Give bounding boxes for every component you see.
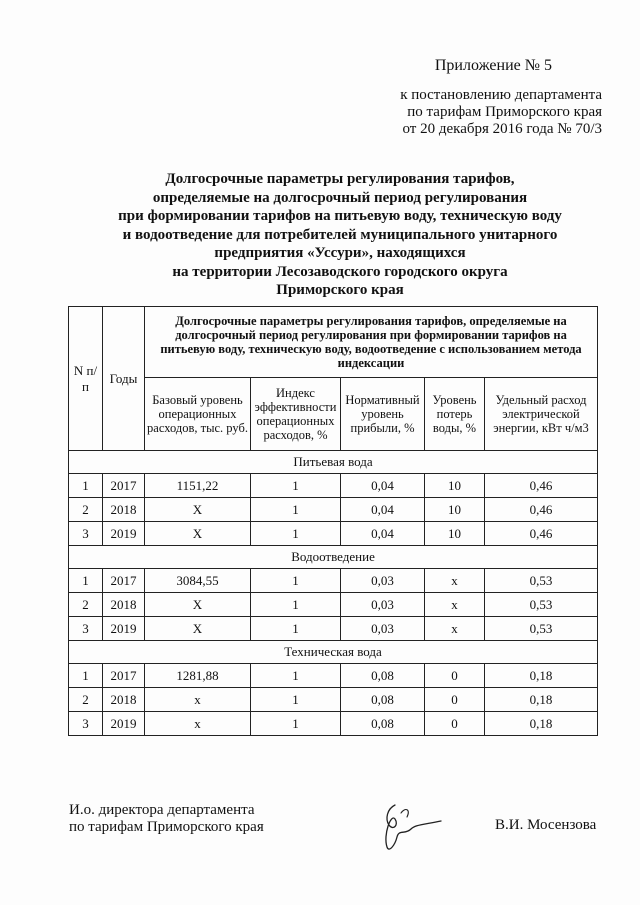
header-efficiency-index: Индекс эффективности операционных расходов, %	[251, 378, 341, 451]
appendix-block	[390, 57, 602, 138]
table-cell: 2017	[103, 474, 145, 498]
appendix-line: по тарифам Приморского края	[407, 104, 602, 120]
section-title: Техническая вода	[69, 641, 598, 664]
header-energy-consumption: Удельный расход электрической энергии, кВт ч/м3	[485, 378, 598, 451]
table-cell: 2017	[103, 664, 145, 688]
table-cell: 3	[69, 617, 103, 641]
table-row	[69, 569, 598, 593]
table-cell: 0,04	[341, 522, 425, 546]
section-row	[69, 641, 598, 664]
table-row	[69, 522, 598, 546]
table-cell: 10	[425, 522, 485, 546]
signatory-name: В.И. Мосензова	[495, 817, 597, 833]
title-line: предприятия «Уссури», находящихся	[214, 245, 466, 261]
table-cell: 0,04	[341, 498, 425, 522]
table-cell: X	[145, 593, 251, 617]
table-cell: 2019	[103, 617, 145, 641]
header-profit-level: Нормативный уровень прибыли, %	[341, 378, 425, 451]
table-cell: 3	[69, 712, 103, 736]
section-row	[69, 451, 598, 474]
table-cell: 0,46	[485, 498, 598, 522]
table-cell: 0,08	[341, 688, 425, 712]
table-cell: х	[425, 569, 485, 593]
table-cell: 1	[251, 593, 341, 617]
header-water-losses: Уровень потерь воды, %	[425, 378, 485, 451]
table-cell: 1	[251, 569, 341, 593]
table-cell: 1	[251, 688, 341, 712]
table-cell: 1281,88	[145, 664, 251, 688]
table-cell: 3084,55	[145, 569, 251, 593]
table-row	[69, 474, 598, 498]
table-cell: 0,46	[485, 474, 598, 498]
handwritten-signature	[365, 795, 445, 855]
table-row	[69, 664, 598, 688]
table-cell: 1	[69, 569, 103, 593]
section-row	[69, 546, 598, 569]
table-cell: 2018	[103, 688, 145, 712]
table-cell: 1	[251, 712, 341, 736]
table-cell: 0	[425, 688, 485, 712]
table-cell: X	[145, 617, 251, 641]
table-cell: 0,53	[485, 569, 598, 593]
table-cell: х	[425, 593, 485, 617]
title-line: при формировании тарифов на питьевую воду, техническую воду	[118, 208, 562, 224]
header-year: Годы	[103, 307, 145, 451]
table-cell: 1	[69, 664, 103, 688]
appendix-line: к постановлению департамента	[400, 87, 602, 103]
position-line: по тарифам Приморского края	[69, 819, 264, 835]
table-cell: 1151,22	[145, 474, 251, 498]
table-cell: 0,46	[485, 522, 598, 546]
table-cell: 0,18	[485, 712, 598, 736]
table-cell: 0,03	[341, 617, 425, 641]
table-cell: 0	[425, 664, 485, 688]
table-cell: 3	[69, 522, 103, 546]
title-line: на территории Лесозаводского городского округа	[172, 263, 508, 280]
header-num: N п/п	[69, 307, 103, 451]
position-line: И.о. директора департамента	[69, 802, 255, 818]
table-row	[69, 593, 598, 617]
table-cell: 1	[251, 522, 341, 546]
table-cell: 1	[251, 498, 341, 522]
parameters-table	[68, 306, 598, 736]
table-cell: 1	[251, 617, 341, 641]
table-cell: 0,03	[341, 593, 425, 617]
table-row	[69, 617, 598, 641]
table-row	[69, 498, 598, 522]
table-cell: х	[145, 688, 251, 712]
table-cell: X	[145, 498, 251, 522]
table-row	[69, 688, 598, 712]
section-title: Питьевая вода	[69, 451, 598, 474]
table-cell: 1	[251, 474, 341, 498]
title-line: и водоотведение для потребителей муниципального унитарного	[122, 226, 558, 243]
table-cell: 0,08	[341, 712, 425, 736]
appendix-number: Приложение № 5	[434, 57, 552, 74]
table-cell: 2	[69, 498, 103, 522]
table-cell: 10	[425, 498, 485, 522]
table-cell: 0,18	[485, 664, 598, 688]
table-row	[69, 712, 598, 736]
table-cell: 0,53	[485, 593, 598, 617]
table-cell: 0,53	[485, 617, 598, 641]
table-cell: X	[145, 522, 251, 546]
table-cell: 0,08	[341, 664, 425, 688]
table-cell: 0,03	[341, 569, 425, 593]
table-cell: 2	[69, 593, 103, 617]
table-cell: х	[145, 712, 251, 736]
table-cell: 1	[69, 474, 103, 498]
section-title: Водоотведение	[69, 546, 598, 569]
signatory-position	[69, 802, 264, 836]
table-cell: 1	[251, 664, 341, 688]
title-line: Долгосрочные параметры регулирования тарифов,	[165, 171, 515, 187]
table-cell: 0	[425, 712, 485, 736]
table-cell: 2019	[103, 522, 145, 546]
title-line: определяемые на долгосрочный период регулирования	[152, 189, 528, 206]
header-base-costs: Базовый уровень операционных расходов, тыс. руб.	[145, 378, 251, 451]
table-cell: 2018	[103, 498, 145, 522]
document-title	[60, 170, 620, 300]
table-cell: 10	[425, 474, 485, 498]
table-cell: 0,04	[341, 474, 425, 498]
table-cell: 2018	[103, 593, 145, 617]
table-cell: 2017	[103, 569, 145, 593]
table-cell: 2	[69, 688, 103, 712]
table-cell: х	[425, 617, 485, 641]
appendix-line: от 20 декабря 2016 года № 70/3	[402, 121, 602, 137]
table-cell: 2019	[103, 712, 145, 736]
header-group: Долгосрочные параметры регулирования тарифов, определяемые на долгосрочный период регулирования при формировании тарифов на питьевую воду, техническую воду, водоотведение с использованием метода индексации	[145, 307, 598, 378]
table-body	[69, 451, 598, 736]
table-cell: 0,18	[485, 688, 598, 712]
title-line: Приморского края	[276, 282, 404, 298]
